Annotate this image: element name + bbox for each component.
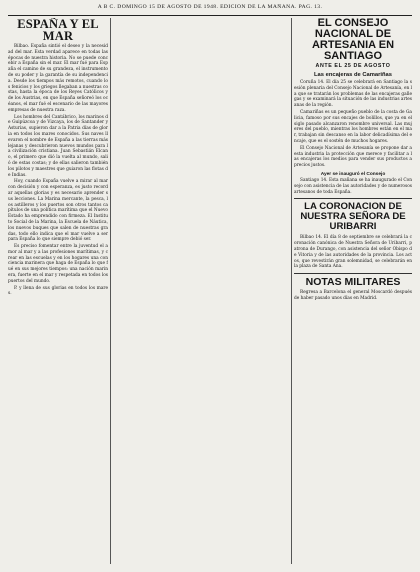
article-paragraph: El Consejo Nacional de Artesanía se propone dar a esta industria la protección que merece y facilitar a las encajeras los medios para vender sus productos a precios justos.: [294, 145, 412, 169]
column-divider: [291, 18, 292, 564]
article-paragraph: Bilbao 14. El día 8 de septiembre se celebrará la coronación canónica de Nuestra Señora de Uribarri, patrona de Durango, con asistencia del señor Obispo de Vitoria y de las autoridades de la provincia. Los actos, que revestirán gran solemnidad, se celebrarán en la plaza de Santa Ana.: [294, 235, 412, 270]
article-paragraph: Coruña 14. El día 25 se celebrará en Santiago la sesión plenaria del Consejo Nacional de Artesanía, en la que se tratarán los problemas de las encajeras gallegas y se examinará la situación de las industrias artesanas de la región.: [294, 80, 412, 109]
headline-notas-militares: NOTAS MILITARES: [305, 276, 401, 289]
article-paragraph: Hoy, cuando España vuelve a mirar al mar con decisión y con esperanza, es justo recordar aquellas glorias y es necesario aprender sus lecciones. La Marina mercante, la pesca, los astilleros y los puertos son otros tantos capítulos de una política marítima que el Nuevo Estado ha emprendido con firmeza. El Instituto Social de la Marina, la Escuela de Náutica, los nuevos buques que salen de nuestras gradas, todo ello indica que el mar vuelve a ser para España lo que siempre debió ser.: [8, 179, 108, 243]
section-rule: [294, 198, 412, 199]
article-paragraph: Bilbao. España sintió el deseo y la necesidad del mar. Esta verdad aparece en todas las épocas de nuestra historia. No se puede concebir a España sin el mar. El mar fué para España el camino de su grandeza, el instrumento de su poder y la garantía de su independencia. Desde los tiempos más remotos, cuando los fenicios y los griegos llegaban a nuestras costas, hasta la época de los Reyes Católicos y de los Austrias, en que España señoreó los océanos, el mar fué el escenario de las mayores empresas de nuestra raza.: [8, 44, 108, 113]
header-rule: [8, 15, 412, 16]
section-rule: [294, 273, 412, 274]
column-divider: [110, 18, 111, 564]
newspaper-page: [8, 4, 412, 568]
article-closing: P. y llena de sus glorias en todos los mares.: [8, 285, 108, 297]
running-head: A B C. DOMINGO 15 DE AGOSTO DE 1948. EDICION DE LA MAÑANA. PAG. 13.: [97, 4, 323, 10]
headline-espana-y-el-mar: ESPAÑA Y EL MAR: [17, 18, 99, 43]
section-title: Las encajeras de Camariñas: [314, 72, 392, 78]
section-title: Ayer se inauguró el Consejo: [320, 171, 386, 177]
headline-consejo-artesania: EL CONSEJO NACIONAL DE ARTESANIA EN SANTIAGO: [311, 18, 395, 62]
article-paragraph: Es preciso fomentar entre la juventud el amor al mar y a las profesiones marítimas, y crear en las escuelas y en los hogares una conciencia marinera que haga de España lo que fué en sus mejores tiempos: una nación marinera, fuerte en el mar y respetada en todos los puertos del mundo.: [8, 244, 108, 284]
article-paragraph: Camariñas es un pequeño pueblo de la costa de Galicia, famoso por sus encajes de bolillos, que ya en el siglo pasado alcanzaron renombre universal. Las mujeres del pueblo, mientras los hombres están en el mar, trabajan sin descanso en la labor delicadísima del encaje, que es el sostén de muchos hogares.: [294, 109, 412, 144]
headline-coronacion: LA CORONACION DE NUESTRA SEÑORA DE URIBARRI: [300, 201, 406, 233]
subhead: ANTE EL 25 DE AGOSTO: [315, 63, 391, 69]
article-paragraph: Regresa a Barcelona el general Moscardó después de haber pasado unos días en Madrid.: [294, 290, 412, 301]
column-artesania: [294, 18, 412, 564]
column-espana-y-el-mar: [8, 18, 108, 564]
article-paragraph: Santiago 14. Esta mañana se ha inaugurado el Consejo con asistencia de las autoridades y de numerosos artesanos de toda España.: [294, 177, 412, 195]
article-paragraph: Los hombres del Cantábrico, los marinos de Guipúzcoa y de Vizcaya, los de Santander y Asturias, supieron dar a la Patria días de gloria en todos los mares conocidos. Sus naves llevaron el nombre de España a las tierras más lejanas y descubrieron nuevos mundos para la civilización cristiana. Juan Sebastián Elcano, el primero que dió la vuelta al mundo, salió de estas costas; y de ellas salieron también los pilotos y maestres que guiaron las flotas de Indias.: [8, 114, 108, 178]
